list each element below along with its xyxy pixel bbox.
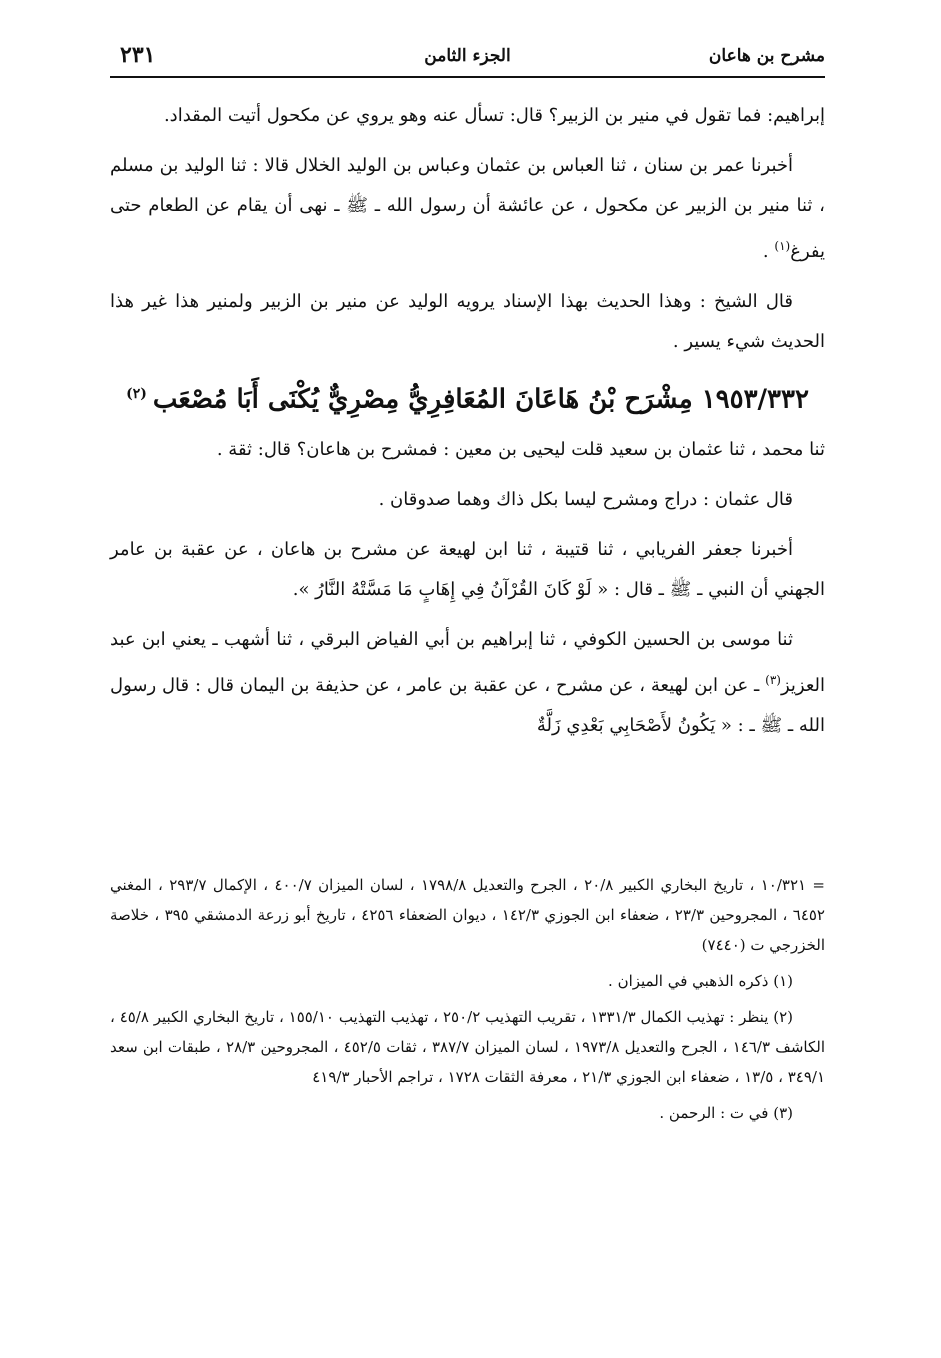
main-text bbox=[110, 96, 825, 756]
paragraph: أخبرنا جعفر الفريابي ، ثنا قتيبة ، ثنا ابن لهيعة عن مشرح بن هاعان ، عن عقبة بن عامر الجهني أن النبي ـ ﷺ ـ قال : « لَوْ كَانَ القُرْآنُ فِي إِهَابٍ مَا مَسَّتْهُ النَّارُ ». bbox=[110, 538, 825, 600]
paragraph: قال الشيخ : وهذا الحديث بهذا الإسناد يرويه الوليد عن منير بن الزبير ولمنير هذا غير هذا الحديث شيء يسير . bbox=[110, 291, 825, 352]
paragraph bbox=[110, 146, 825, 272]
page-number: ٢٣١ bbox=[120, 42, 156, 68]
footnote-marker: (١) bbox=[774, 239, 791, 253]
footnote-continuation: = ١٠/٣٢١ ، تاريخ البخاري الكبير ٢٠/٨ ، الجرح والتعديل ١٧٩٨/٨ ، لسان الميزان ٤٠٠/٧ ، الإكمال ٢٩٣/٧ ، المغني ٦٤٥٢ ، المجروحين ٢٣/٣ ، ضعفاء ابن الجوزي ١٤٢/٣ ، ديوان الضعفاء ٤٢٥٦ ، تاريخ أبو زرعة الدمشقي ٣٩٥ ، خلاصة الخزرجي ت (٧٤٤٠) bbox=[110, 876, 825, 954]
paragraph: إبراهيم: فما تقول في منير بن الزبير؟ قال: تسأل عنه وهو يروي عن مكحول أتيت المقداد. bbox=[163, 105, 825, 126]
paragraph bbox=[110, 620, 825, 746]
paragraph-text: ثنا موسى بن الحسين الكوفي ، ثنا إبراهيم بن أبي الفياض البرقي ، ثنا أشهب ـ يعني ابن عبد العزيز bbox=[110, 628, 825, 696]
paragraph-text: . bbox=[762, 241, 775, 262]
paragraph: ثنا محمد ، ثنا عثمان بن سعيد قلت ليحيى بن معين : فمشرح بن هاعان؟ قال: ثقة . bbox=[216, 438, 825, 460]
paragraph-text: ـ عن ابن لهيعة ، عن مشرح ، عن عقبة بن عامر ، عن حذيفة بن اليمان قال : قال رسول الله ـ ﷺ ـ : « يَكُونُ لأَصْحَابِي بَعْدِي زَلَّةٌ bbox=[110, 674, 825, 736]
paragraph-text: أخبرنا عمر بن سنان ، ثنا العباس بن عثمان وعباس بن الوليد الخلال قالا : ثنا الوليد بن مسلم ، ثنا منير بن الزبير عن مكحول ، عن عائشة أن رسول الله ـ ﷺ ـ نهى أن يقام عن الطعام حتى يفرغ bbox=[110, 155, 825, 262]
footnote: (١) ذكره الذهبي في الميزان . bbox=[608, 972, 793, 990]
page-header bbox=[110, 40, 825, 74]
footnote: (٢) ينظر : تهذيب الكمال ١٣٣١/٣ ، تقريب التهذيب ٢٥٠/٢ ، تهذيب التهذيب ١٥٥/١٠ ، تاريخ البخاري الكبير ٤٥/٨ ، الكاشف ١٤٦/٣ ، الجرح والتعديل ١٩٧٣/٨ ، لسان الميزان ٣٨٧/٧ ، ثقات ٤٥٢/٥ ، المجروحين ٢٨/٣ ، طبقات ابن سعد ٣٤٩/١ ، ١٣/٥ ، ضعفاء ابن الجوزي ٢١/٣ ، معرفة الثقات ١٧٢٨ ، تراجم الأحبار ٤١٩/٣ bbox=[110, 1008, 825, 1086]
header-rule bbox=[110, 76, 825, 78]
footnote: (٣) في ت : الرحمن . bbox=[659, 1104, 793, 1122]
entry-heading bbox=[110, 372, 825, 422]
part-title: الجزء الثامن bbox=[424, 46, 511, 66]
footnotes bbox=[110, 870, 825, 1134]
running-title: مشرح بن هاعان bbox=[708, 46, 825, 66]
footnote-marker: (٣) bbox=[765, 672, 781, 687]
paragraph: قال عثمان : دراج ومشرح ليسا بكل ذاك وهما صدوقان . bbox=[378, 488, 793, 510]
footnote-marker: (٢) bbox=[126, 386, 147, 402]
entry-heading-text: ١٩٥٣/٣٣٢ مِشْرَح بْنُ هَاعَانَ المُعَافِرِيُّ مِصْرِيٌّ يُكْنَى أَبَا مُصْعَب bbox=[152, 384, 809, 415]
